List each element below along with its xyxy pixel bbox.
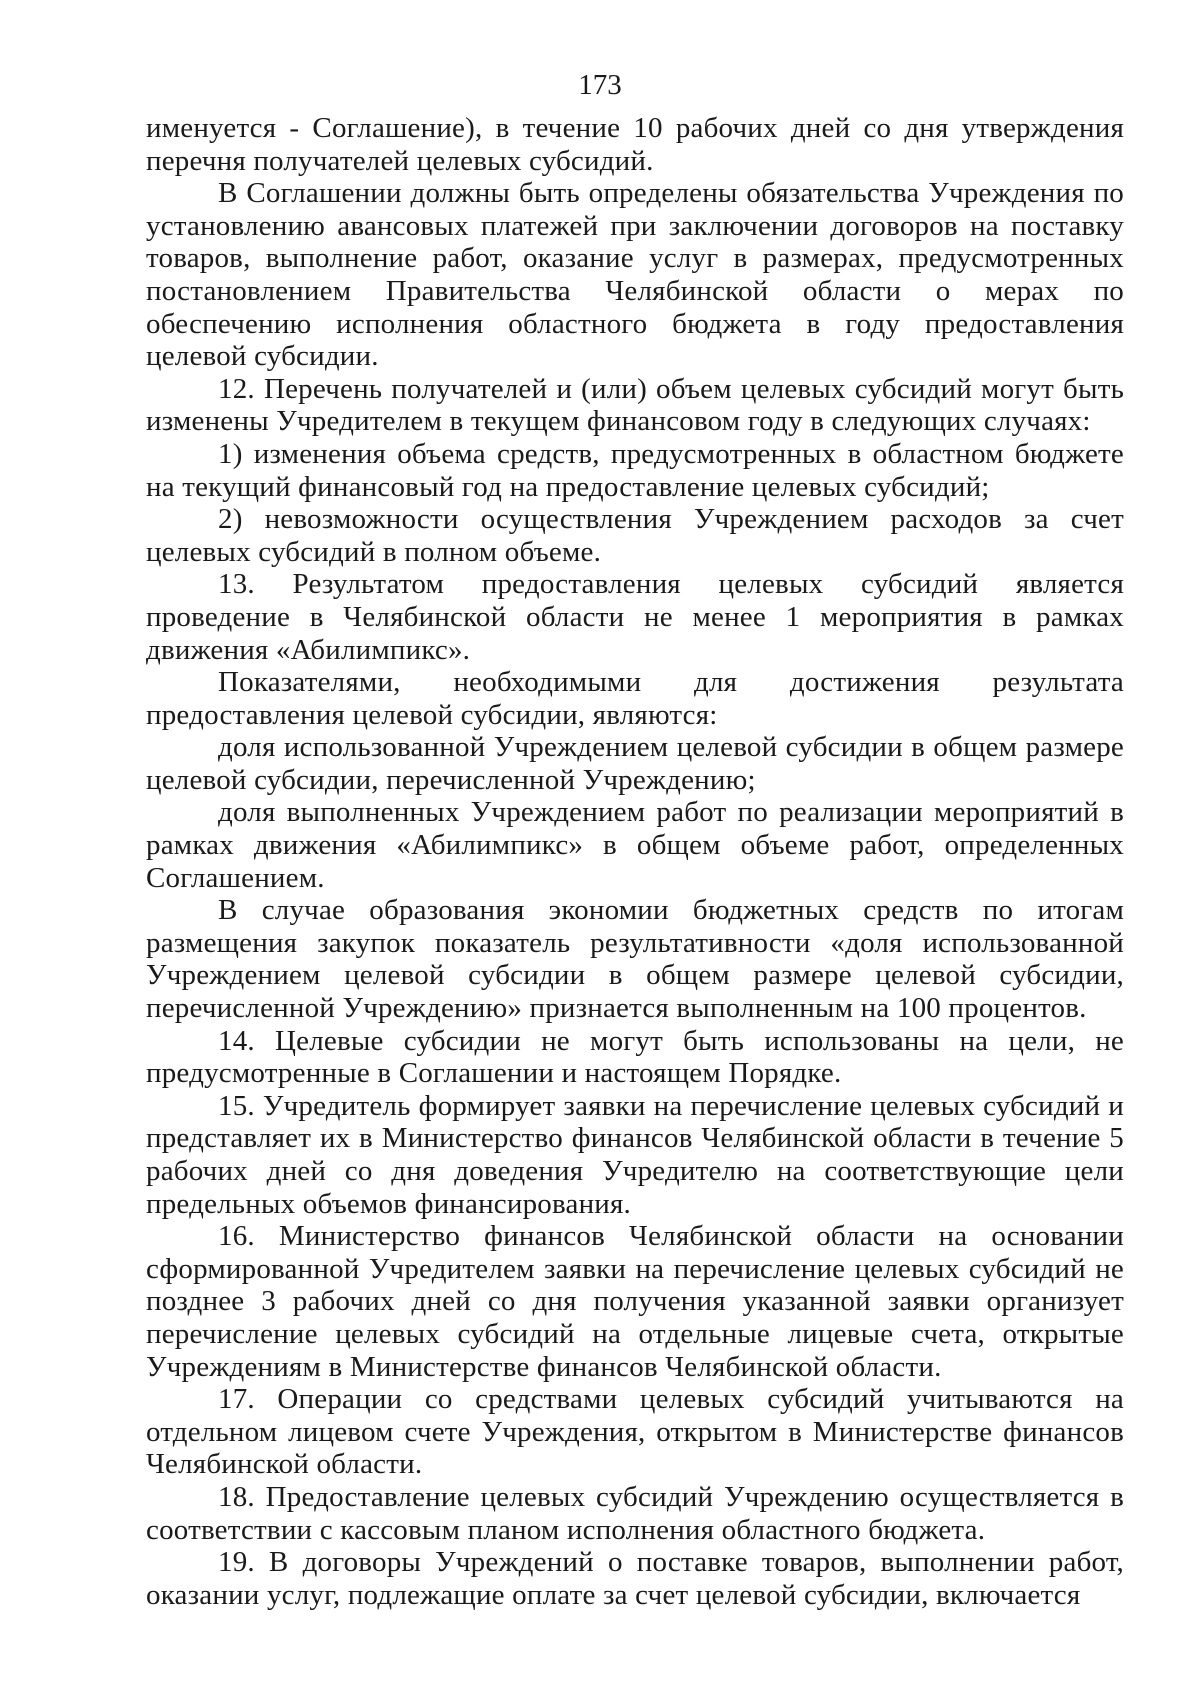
- paragraph-16: 19. В договоры Учреждений о поставке товаров, выполнении работ, оказании услуг, подлежащие оплате за счет целевой субсидии, включается: [146, 1546, 1124, 1611]
- paragraph-13: 16. Министерство финансов Челябинской области на основании сформированной Учредителем заявки на перечисление целевых субсидий не позднее 3 рабочих дней со дня получения указанной заявки организует перечисление целевых субсидий на отдельные лицевые счета, открытые Учреждениям в Министерстве финансов Челябинской области.: [146, 1220, 1124, 1383]
- paragraph-12: 15. Учредитель формирует заявки на перечисление целевых субсидий и представляет их в Министерство финансов Челябинской области в течение 5 рабочих дней со дня доведения Учредителю на соответствующие цели предельных объемов финансирования.: [146, 1089, 1124, 1220]
- paragraph-5: 2) невозможности осуществления Учреждением расходов за счет целевых субсидий в полном объеме.: [146, 503, 1124, 568]
- paragraph-1: именуется - Соглашение), в течение 10 рабочих дней со дня утверждения перечня получателей целевых субсидий.: [146, 112, 1124, 177]
- paragraph-9: доля выполненных Учреждением работ по реализации мероприятий в рамках движения «Абилимпикс» в общем объеме работ, определенных Соглашением.: [146, 796, 1124, 894]
- paragraph-4: 1) изменения объема средств, предусмотренных в областном бюджете на текущий финансовый год на предоставление целевых субсидий;: [146, 437, 1124, 503]
- paragraph-10: В случае образования экономии бюджетных средств по итогам размещения закупок показатель результативности «доля использованной Учреждением целевой субсидии в общем размере целевой субсидии, перечисленной Учреждению» признается выполненным на 100 процентов.: [146, 894, 1124, 1025]
- paragraph-11: 14. Целевые субсидии не могут быть использованы на цели, не предусмотренные в Соглашении и настоящем Порядке.: [146, 1024, 1124, 1090]
- paragraph-3: 12. Перечень получателей и (или) объем целевых субсидий могут быть изменены Учредителем в текущем финансовом году в следующих случаях:: [146, 372, 1124, 438]
- paragraph-6: 13. Результатом предоставления целевых субсидий является проведение в Челябинской области не менее 1 мероприятия в рамках движения «Абилимпикс».: [146, 568, 1124, 666]
- paragraph-14: 17. Операции со средствами целевых субсидий учитываются на отдельном лицевом счете Учреждения, открытом в Министерстве финансов Челябинской области.: [146, 1383, 1124, 1481]
- paragraph-2: В Соглашении должны быть определены обязательства Учреждения по установлению авансовых платежей при заключении договоров на поставку товаров, выполнение работ, оказание услуг в размерах, предусмотренных постановлением Правительства Челябинской области о мерах по обеспечению исполнения областного бюджета в году предоставления целевой субсидии.: [146, 177, 1124, 373]
- paragraph-8: доля использованной Учреждением целевой субсидии в общем размере целевой субсидии, перечисленной Учреждению;: [146, 731, 1124, 796]
- paragraph-15: 18. Предоставление целевых субсидий Учреждению осуществляется в соответствии с кассовым планом исполнения областного бюджета.: [146, 1480, 1124, 1546]
- document-body: [146, 112, 1124, 1611]
- page-number: 173: [578, 69, 622, 101]
- paragraph-7: Показателями, необходимыми для достижения результата предоставления целевой субсидии, являются:: [146, 666, 1124, 731]
